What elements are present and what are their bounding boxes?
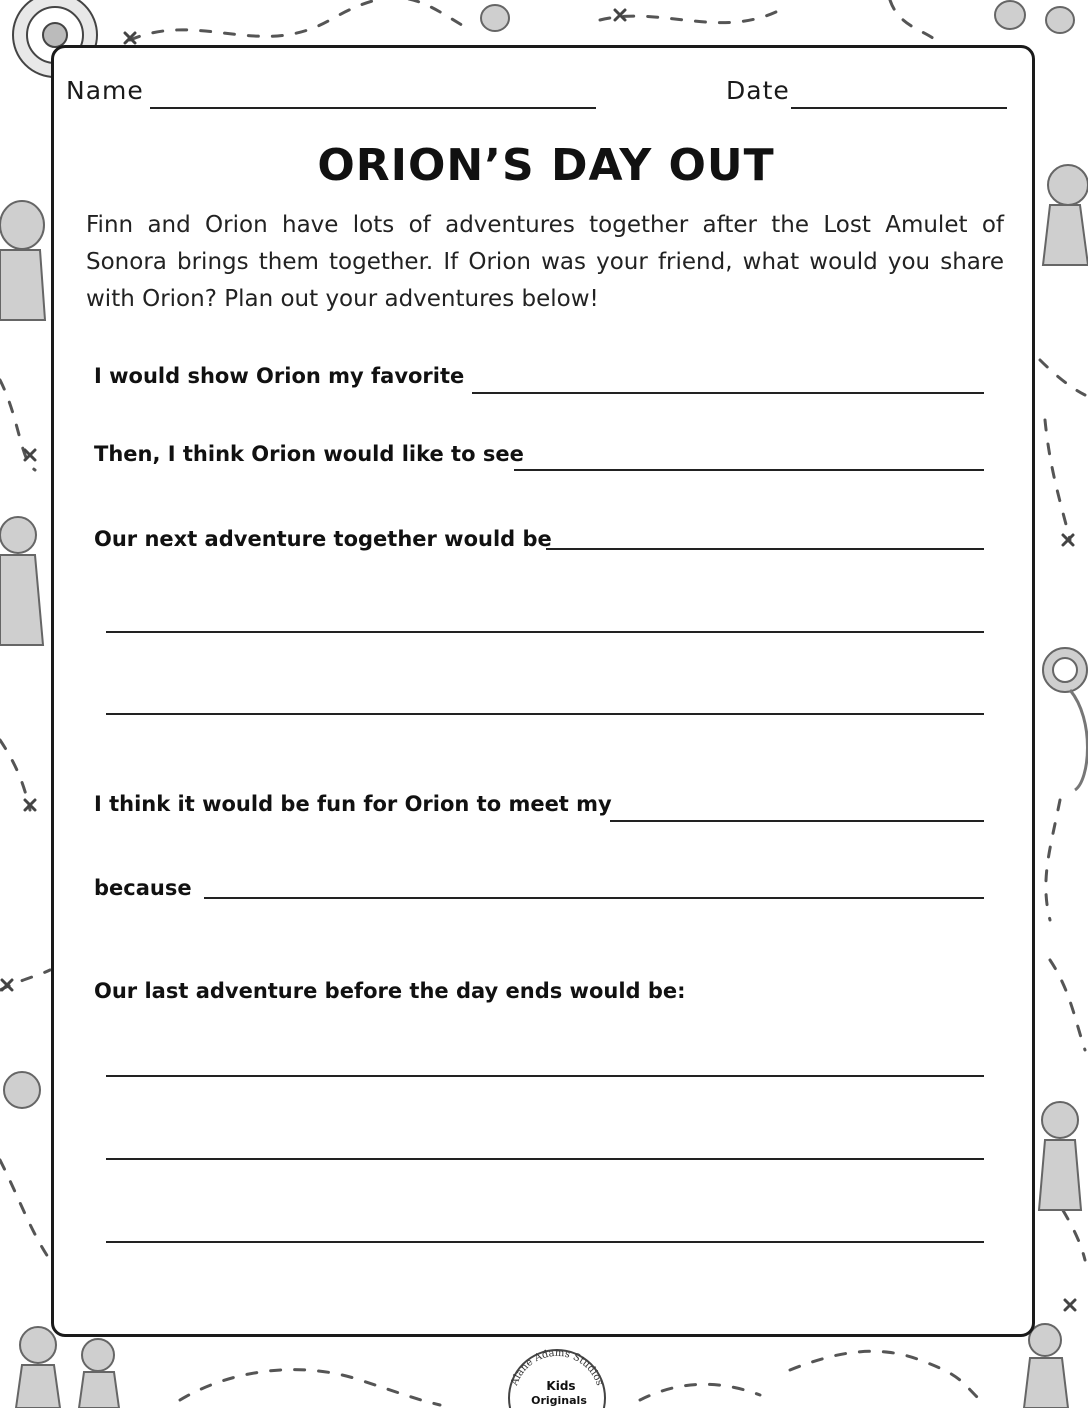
answer-line-next-adventure[interactable] [546, 548, 984, 550]
answer-line-last-adventure-3[interactable] [106, 1241, 984, 1243]
answer-line-favorite[interactable] [472, 392, 984, 394]
prompt-favorite: I would show Orion my favorite [94, 364, 465, 388]
prompt-would-like-to-see: Then, I think Orion would like to see [94, 442, 524, 466]
answer-line-last-adventure-1[interactable] [106, 1075, 984, 1077]
logo-brand-top: Kids [546, 1379, 576, 1393]
answer-line-next-adventure-3[interactable] [106, 713, 984, 715]
prompt-last-adventure: Our last adventure before the day ends would be: [94, 979, 686, 1003]
answer-line-would-like-to-see[interactable] [514, 469, 984, 471]
date-label: Date [726, 76, 790, 105]
date-field[interactable] [791, 107, 1007, 109]
answer-line-because[interactable] [204, 897, 984, 899]
answer-line-next-adventure-2[interactable] [106, 631, 984, 633]
answer-line-last-adventure-2[interactable] [106, 1158, 984, 1160]
prompt-next-adventure: Our next adventure together would be [94, 527, 552, 551]
page-title: ORION’S DAY OUT [317, 140, 775, 191]
name-field[interactable] [150, 107, 596, 109]
logo-studio-name: Alane Adams Studios [509, 1347, 605, 1388]
logo-brand-bottom: Originals [531, 1394, 587, 1407]
answer-line-meet-my[interactable] [610, 820, 984, 822]
prompt-meet-my: I think it would be fun for Orion to meet my [94, 792, 612, 816]
intro-paragraph: Finn and Orion have lots of adventures together after the Lost Amulet of Sonora brings them together. If Orion was your friend, what would you share with Orion? Plan out your adventures below! [86, 212, 1004, 312]
worksheet-page [51, 45, 1035, 1337]
prompt-because: because [94, 876, 192, 900]
studio-logo [505, 1346, 609, 1408]
name-label: Name [66, 76, 144, 105]
